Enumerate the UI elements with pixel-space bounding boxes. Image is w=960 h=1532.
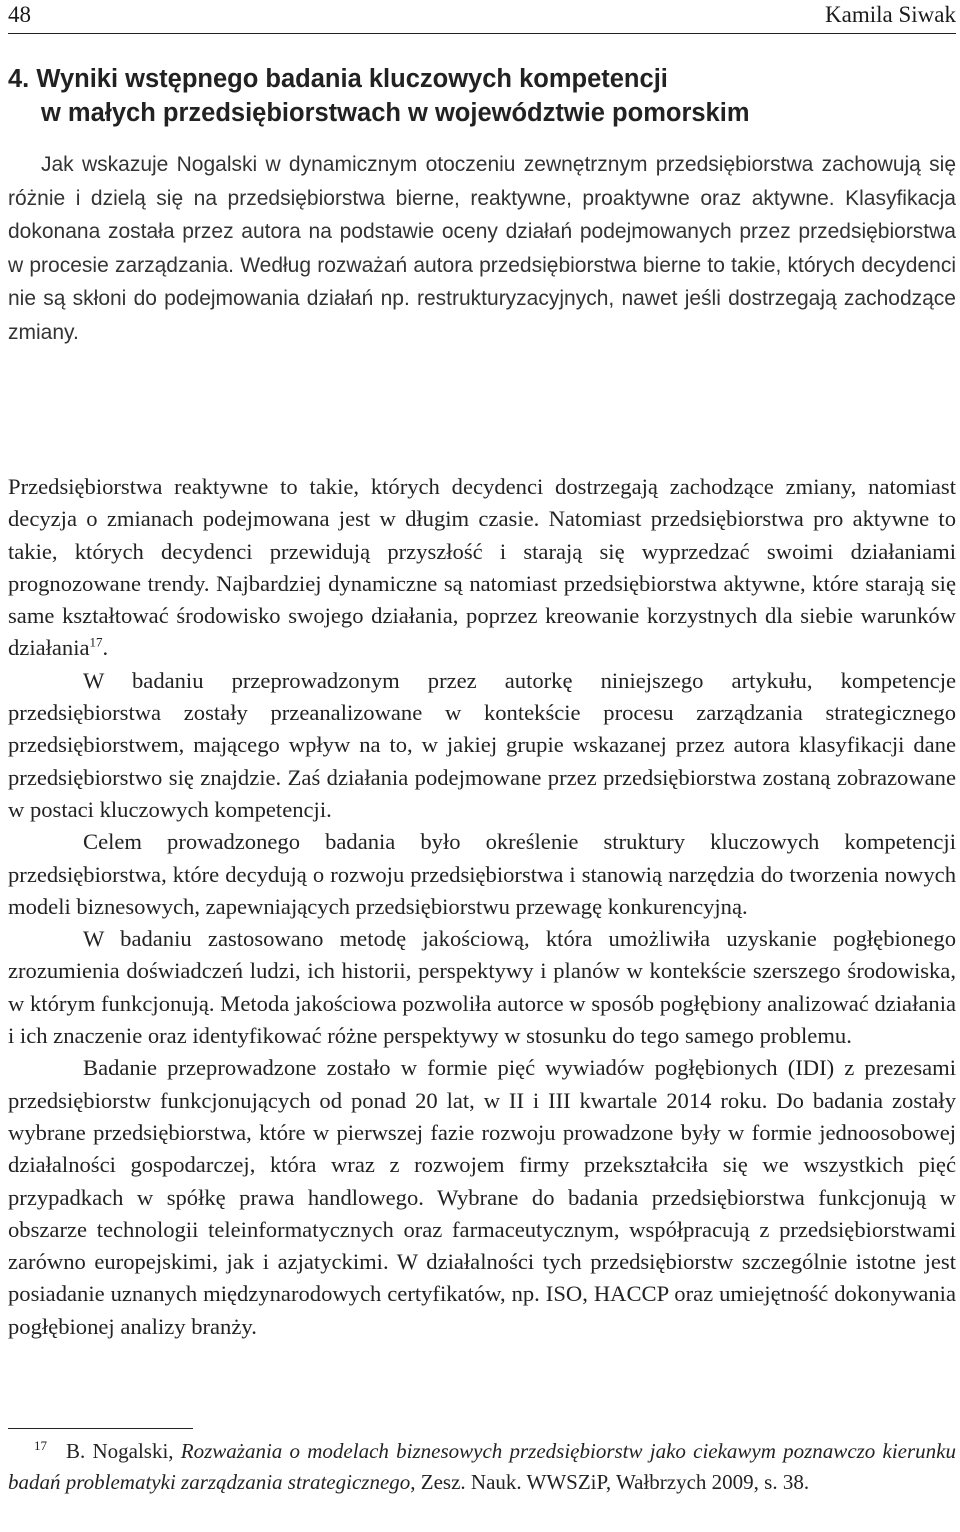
body-paragraph-1-continued-text: Przedsiębiorstwa reaktywne to takie, których decydenci dostrzegają zachodzące zmiany, natomiast decyzja o zmianach podejmowana jest w długim czasie. Natomiast przedsiębiorstwa pro aktywne to takie, których decydenci przewidują przyszłość i starają się wyprzedzać swoimi działaniami prognozowane trendy. Najbardziej dynamiczne są natomiast przedsiębiorstwa aktywne, które starają się same kształtować środowisko swojego działania, poprzez kreowanie korzystnych dla siebie warunków działania: [8, 474, 956, 661]
section-title-line-2: w małych przedsiębiorstwach w województwie pomorskim: [41, 99, 750, 127]
section-title: [8, 62, 956, 130]
section-title-line-1: 4. Wyniki wstępnego badania kluczowych kompetencji: [8, 65, 668, 93]
body-paragraph-1-sans: Jak wskazuje Nogalski w dynamicznym otoczeniu zewnętrznym przedsiębiorstwa zachowują się różnie i dzielą się na przedsiębiorstwa bierne, reaktywne, proaktywne oraz aktywne. Klasyfikacja dokonana została przez autora na podstawie oceny działań podejmowanych przez przedsiębiorstwa w procesie zarządzania. Według rozważań autora przedsiębiorstwa bierne to takie, których decydenci nie są skłoni do podejmowania działań np. restrukturyzacyjnych, nawet jeśli dostrzegają zachodzące zmiany.: [8, 153, 956, 344]
header-rule: [8, 33, 956, 34]
running-header: [8, 0, 956, 34]
footnote-17: 17 B. Nogalski, Rozważania o modelach biznesowych przedsiębiorstw jako ciekawym poznawczo kierunku badań problematyki zarządzania strategicznego, Zesz. Nauk. WWSZiP, Wałbrzych 2009, s. 38.: [8, 1438, 957, 1494]
body-paragraph-1-continued: [8, 471, 956, 665]
footnote-reference-17[interactable]: 17: [89, 634, 103, 650]
page-number: 48: [8, 2, 31, 27]
body-paragraph-5: Badanie przeprowadzone zostało w formie pięć wywiadów pogłębionych (IDI) z prezesami przedsiębiorstw funkcjonujących od ponad 20 lat, w II i III kwartale 2014 roku. Do badania zostały wybrane przedsiębiorstwa, które w pierwszej fazie rozwoju prowadzone były w formie jednoosobowej działalności gospodarczej, która wraz z rozwojem firmy przekształciła się we wszystkich pięć przypadkach w spółkę prawa handlowego. Wybrane do badania przedsiębiorstwa funkcjonują w obszarze technologii teleinformatycznych oraz farmaceutycznym, współpracują z przedsiębiorstwami zarówno europejskimi, jak i azjatyckimi. W działalności tych przedsiębiorstw szczególnie istotne jest posiadanie uznanych międzynarodowych certyfikatów, np. ISO, HACCP oraz umiejętność dokonywania pogłębionej analizy branży.: [8, 1055, 956, 1339]
footnote-rule: [8, 1428, 193, 1429]
body-serif-block: [8, 471, 956, 1343]
footnote-citation-rest: , Zesz. Nauk. WWSZiP, Wałbrzych 2009, s. 38.: [410, 1470, 810, 1494]
footnote-author: B. Nogalski,: [66, 1439, 181, 1463]
body-paragraph-3: Celem prowadzonego badania było określenie struktury kluczowych kompetencji przedsiębiorstwa, które decydują o rozwoju przedsiębiorstwa i stanowią narzędzia do tworzenia nowych modeli biznesowych, zapewniających przedsiębiorstwu przewagę konkurencyjną.: [8, 829, 956, 919]
body-paragraph-2: W badaniu przeprowadzonym przez autorkę niniejszego artykułu, kompetencje przedsiębiorstwa zostały przeanalizowane w kontekście procesu zarządzania strategicznego przedsiębiorstwem, mającego wpływ na to, w jakiej grupie wskazanej przez autora klasyfikacji dane przedsiębiorstwo się znajdzie. Zaś działania podejmowane przez przedsiębiorstwa zostaną zobrazowane w postaci kluczowych kompetencji.: [8, 667, 956, 822]
footnote-title: Rozważania o modelach biznesowych przedsiębiorstw jako ciekawym poznawczo kierunku badań problematyki zarządzania strategicznego: [8, 1439, 957, 1494]
body-paragraph-1-end: .: [102, 635, 109, 661]
body-paragraph-4: W badaniu zastosowano metodę jakościową, która umożliwiła uzyskanie pogłębionego zrozumienia doświadczeń ludzi, ich historii, perspektywy i planów w kontekście szerszego środowiska, w którym funkcjonują. Metoda jakościowa pozwoliła autorce w sposób pogłębiony analizować działania i ich znaczenie oraz identyfikować różne perspektywy w stosunku do tego samego problemu.: [8, 926, 956, 1049]
running-header-author: Kamila Siwak: [825, 2, 956, 27]
